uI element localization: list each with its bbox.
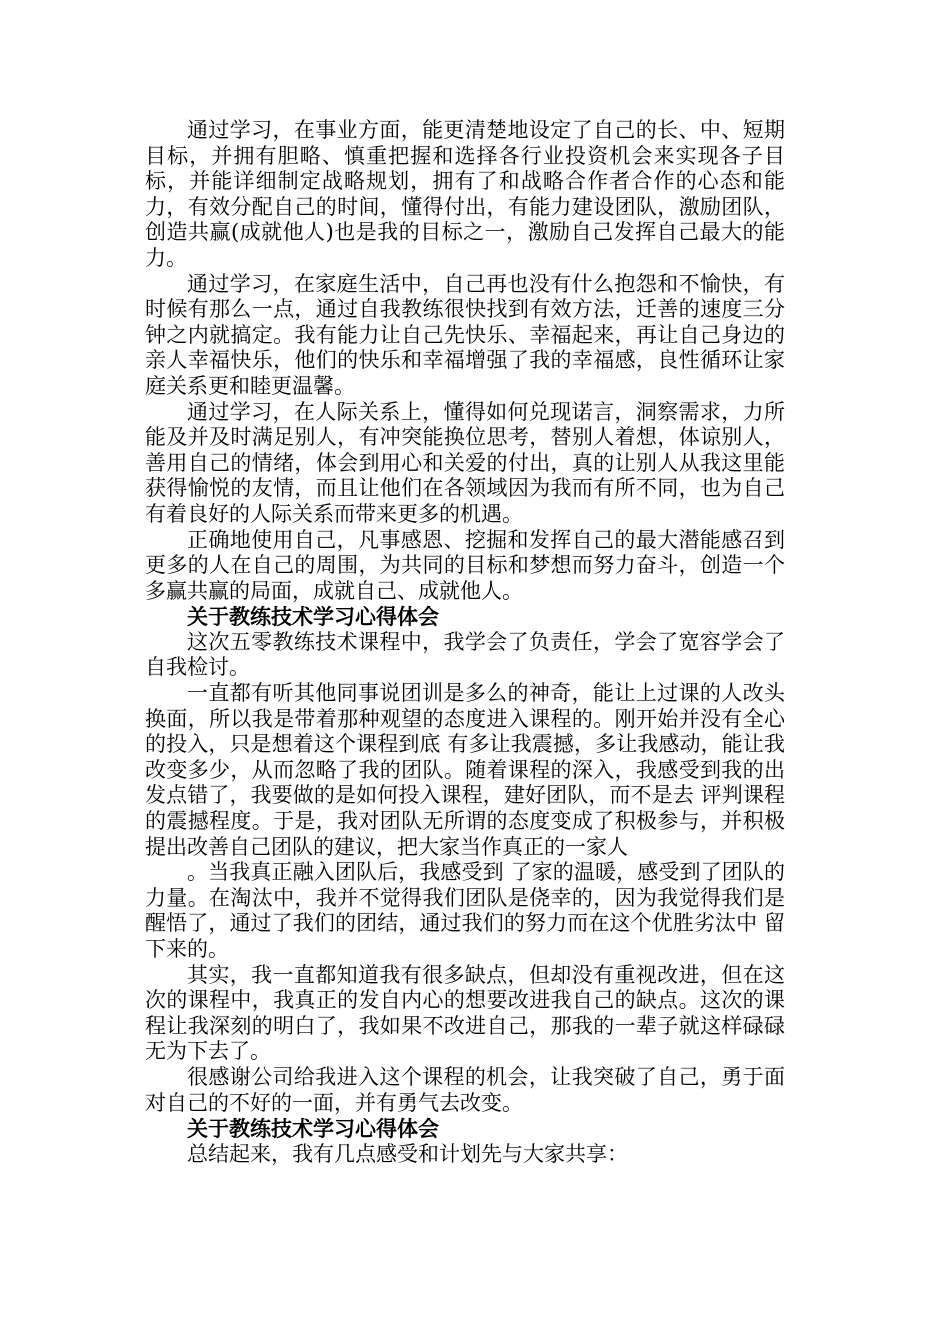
paragraph-self-use: 正确地使用自己，凡事感恩、挖掘和发挥自己的最大潜能感召到更多的人在自己的周围，为共同的目标和梦想而努力奋斗，创造一个多赢共赢的局面，成就自己、成就他人。 — [145, 527, 785, 603]
section-heading-2: 关于教练技术学习心得体会 — [187, 1116, 439, 1142]
paragraph-summary: 总结起来，我有几点感受和计划先与大家共享： — [187, 1141, 628, 1166]
paragraph-gratitude: 很感谢公司给我进入这个课程的机会，让我突破了自己，勇于面对自己的不好的一面，并有勇气去改变。 — [145, 1064, 785, 1115]
paragraph-career: 通过学习，在事业方面，能更清楚地设定了自己的长、中、短期目标，并拥有胆略、慎重把握和选择各行业投资机会来实现各子目标，并能详细制定战略规划，拥有了和战略合作者合作的心态和能力，有效分配自己的时间，懂得付出，有能力建设团队，激励团队，创造共赢(成就他人)也是我的目标之一，激励自己发挥自己最大的能力。 — [145, 118, 785, 270]
paragraph-family: 通过学习，在家庭生活中，自己再也没有什么抱怨和不愉快，有时候有那么一点，通过自我教练很快找到有效方法，迁善的速度三分钟之内就搞定。我有能力让自己先快乐、幸福起来，再让自己身边的亲人幸福快乐，他们的快乐和幸福增强了我的幸福感，良性循环让家庭关系更和睦更温馨。 — [145, 271, 785, 398]
section-heading-1: 关于教练技术学习心得体会 — [187, 604, 439, 630]
paragraph-relationships: 通过学习，在人际关系上，懂得如何兑现诺言，洞察需求，力所能及并及时满足别人，有冲突能换位思考，替别人着想，体谅别人，善用自己的情绪，体会到用心和关爱的付出，真的让别人从我这里能获得愉悦的友情，而且让他们在各领域因为我而有所不同，也为自己有着良好的人际关系而带来更多的机遇。 — [145, 399, 785, 526]
paragraph-team-training: 一直都有听其他同事说团训是多么的神奇，能让上过课的人改头换面，所以我是带着那种观望的态度进入课程的。刚开始并没有全心的投入，只是想着这个课程到底 有多让我震撼，多让我感动，能让我改变多少，从而忽略了我的团队。随着课程的深入，我感受到我的出发点错了，我要做的是如何投入课程，建好团队，而不是去 评判课程的震撼程度。于是，我对团队无所谓的态度变成了积极参与，并积极提出改善自己团队的建议，把大家当作真正的一家人 — [145, 681, 785, 859]
paragraph-shortcomings: 其实，我一直都知道我有很多缺点，但却没有重视改进，但在这次的课程中，我真正的发自内心的想要改进我自己的缺点。这次的课程让我深刻的明白了，我如果不改进自己，那我的一辈子就这样碌碌无为下去了。 — [145, 962, 785, 1064]
document-body — [145, 118, 785, 1167]
paragraph-team-warmth: 。当我真正融入团队后，我感受到 了家的温暖，感受到了团队的力量。在淘汰中，我并不觉得我们团队是侥幸的，因为我觉得我们是醒悟了，通过了我们的团结，通过我们的努力而在这个优胜劣汰中 留下来的。 — [145, 860, 785, 961]
paragraph-course-intro: 这次五零教练技术课程中，我学会了负责任，学会了宽容学会了自我检讨。 — [145, 629, 785, 680]
